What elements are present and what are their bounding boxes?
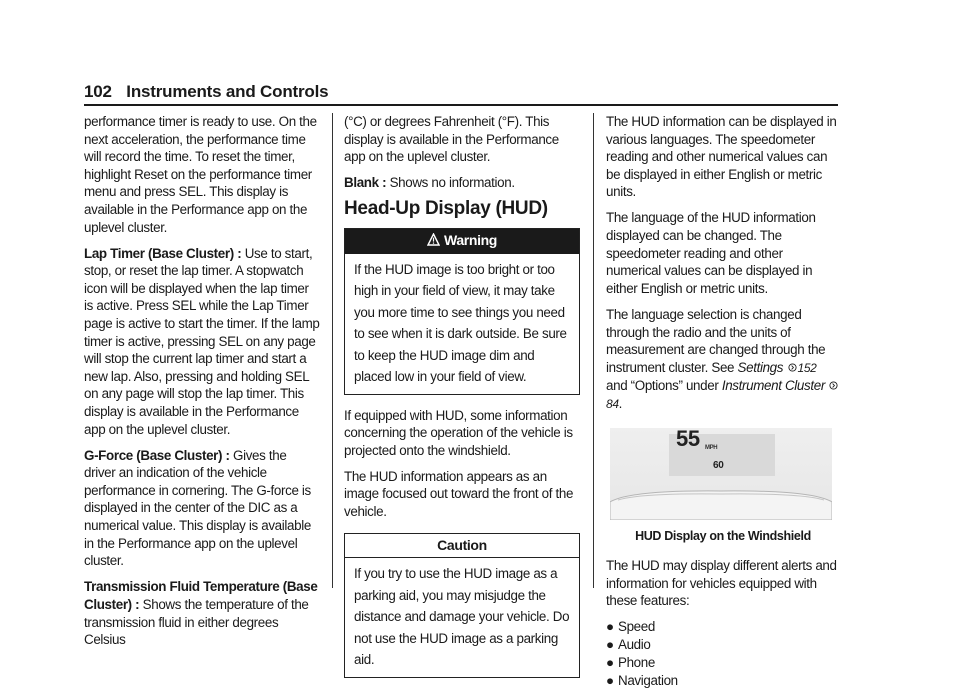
page-number: 102 <box>84 82 112 101</box>
column-2 <box>344 113 580 678</box>
list-item-label: Speed <box>618 619 655 635</box>
text-run: and “Options” under <box>606 378 722 394</box>
definition: Use to start, stop, or reset the lap timer. A stopwatch icon will be displayed when the lap timer is active. Press SEL while the Lap Timer page is active to start the timer. If the lamp timer is active, pressing SEL on any page will stop the current lap timer and start a new lap. Also, pressing and holding SEL on any page will stop the lap timer. This display is available in the Performance app on the uplevel cluster. <box>84 245 320 437</box>
list-item <box>606 654 840 672</box>
column-divider <box>332 113 333 588</box>
list-item-label: Phone <box>618 655 655 671</box>
paragraph: If equipped with HUD, some information concerning the operation of the vehicle is projected onto the windshield. <box>344 407 573 458</box>
list-item-label: Audio <box>618 637 651 653</box>
section-heading: Head-Up Display (HUD) <box>344 198 548 220</box>
column-1 <box>84 113 320 657</box>
bullet-icon: ● <box>606 655 614 671</box>
warning-box <box>344 228 580 395</box>
blank-entry <box>344 174 580 192</box>
warning-icon <box>427 233 440 246</box>
paragraph: The language of the HUD information displayed can be changed. The speedometer reading and other numerical values can be displayed in either English or metric units. <box>606 210 816 296</box>
list-item-label: Navigation <box>618 673 678 689</box>
paragraph <box>606 306 840 414</box>
cluster-page-ref[interactable]: 84 <box>606 396 619 411</box>
paragraph: (°C) or degrees Fahrenheit (°F). This display is available in the Performance app on the uplevel cluster. <box>344 114 559 165</box>
paragraph: performance timer is ready to use. On the next acceleration, the performance time will record the time. To reset the timer, highlight Reset on the performance timer menu and press SEL. This display is available in the Performance app on the uplevel cluster. <box>84 114 317 235</box>
transmission-temp-entry <box>84 578 320 648</box>
lap-timer-entry <box>84 245 320 439</box>
caution-label: Caution <box>345 534 579 559</box>
hud-unit: MPH <box>705 444 718 451</box>
text-run: . <box>618 395 623 411</box>
term: Blank : <box>344 175 387 191</box>
hud-illustration <box>610 428 832 520</box>
settings-link[interactable]: Settings <box>737 359 784 375</box>
paragraph: The HUD information appears as an image focused out toward the front of the vehicle. <box>344 468 574 520</box>
page-reference-icon <box>788 363 797 372</box>
instrument-cluster-link[interactable]: Instrument Cluster <box>721 378 825 394</box>
list-item <box>606 636 840 654</box>
warning-label: Warning <box>443 231 498 248</box>
g-force-entry <box>84 447 320 570</box>
definition: Shows no information. <box>386 175 515 191</box>
caution-text: If you try to use the HUD image as a parking aid, you may misjudge the distance and damage your vehicle. Do not use the HUD image as a parking aid. <box>354 566 570 668</box>
hud-speed-limit: 60 <box>713 459 724 471</box>
page-header <box>84 82 328 102</box>
column-3 <box>606 113 840 690</box>
definition: Gives the driver an indication of the vehicle performance in cornering. The G-force is displayed in the center of the DIC as a numerical value. This display is available in the Performance app on the uplevel cluster. <box>84 447 311 569</box>
feature-list <box>606 618 840 690</box>
term: Lap Timer (Base Cluster) : <box>84 245 242 261</box>
paragraph: The HUD may display different alerts and information for vehicles equipped with these features: <box>606 558 837 609</box>
column-divider <box>593 113 594 588</box>
term: G-Force (Base Cluster) : <box>84 447 230 463</box>
definition: Shows the temperature of the transmission fluid in either degrees Celsius <box>84 596 309 648</box>
warning-text: If the HUD image is too bright or too high in your field of view, it may take you more time to see things you need to see when it is dark outside. Be sure to keep the HUD image dim and placed low in your field of view. <box>354 261 567 385</box>
bullet-icon: ● <box>606 637 614 653</box>
paragraph: The HUD information can be displayed in various languages. The speedometer reading and other numerical values can be displayed in either English or metric units. <box>606 114 837 200</box>
hud-speed: 55 <box>676 427 700 451</box>
settings-page-ref[interactable]: 152 <box>797 360 817 375</box>
term: Transmission Fluid Temperature (Base Cluster) : <box>84 579 318 612</box>
page-reference-icon <box>829 381 838 390</box>
warning-header <box>345 229 579 254</box>
bullet-icon: ● <box>606 673 614 689</box>
list-item <box>606 618 840 636</box>
dashboard-outline <box>610 488 832 520</box>
header-rule <box>84 104 838 106</box>
section-title: Instruments and Controls <box>126 82 329 101</box>
text-run: The language selection is changed through the radio and the units of measurement are changed through the instrument cluster. See <box>606 306 826 375</box>
list-item <box>606 672 840 690</box>
figure-caption: HUD Display on the Windshield <box>635 528 811 543</box>
bullet-icon: ● <box>606 619 614 635</box>
caution-box <box>344 533 580 678</box>
